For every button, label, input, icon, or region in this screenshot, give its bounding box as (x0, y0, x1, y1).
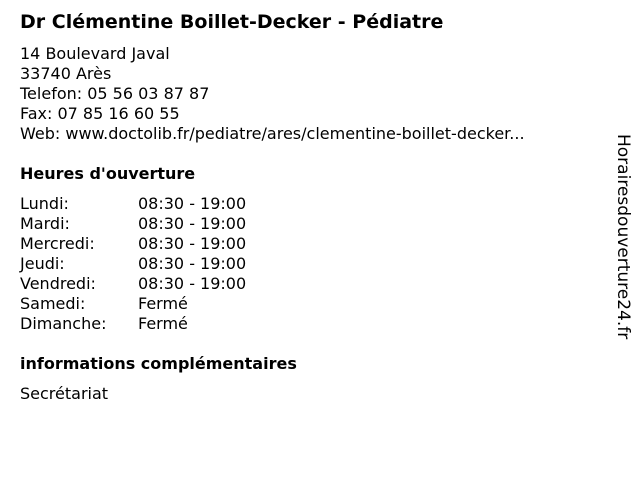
day-label: Dimanche: (20, 314, 107, 333)
hours-row-friday (20, 274, 246, 294)
additional-info-heading: informations complémentaires (20, 354, 297, 373)
opening-hours-heading: Heures d'ouverture (20, 164, 196, 183)
hours-value: Fermé (138, 294, 188, 313)
opening-hours-table (20, 194, 246, 334)
side-brand (612, 134, 634, 374)
hours-row-saturday (20, 294, 246, 314)
hours-row-sunday (20, 314, 246, 334)
address-block (20, 44, 525, 144)
additional-info-text: Secrétariat (20, 384, 109, 403)
hours-row-thursday (20, 254, 246, 274)
hours-row-tuesday (20, 214, 246, 234)
hours-value: 08:30 - 19:00 (138, 214, 247, 233)
website-link[interactable]: Web: www.doctolib.fr/pediatre/ares/clementine-boillet-decker... (20, 124, 525, 143)
hours-row-monday (20, 194, 246, 214)
side-brand-text: Horairesdouverture24.fr (613, 134, 633, 340)
street-address: 14 Boulevard Javal (20, 44, 170, 63)
hours-value: 08:30 - 19:00 (138, 194, 247, 213)
page-title: Dr Clémentine Boillet-Decker - Pédiatre (20, 11, 444, 33)
day-label: Mercredi: (20, 234, 95, 253)
day-label: Mardi: (20, 214, 70, 233)
day-label: Vendredi: (20, 274, 96, 293)
phone-number: Telefon: 05 56 03 87 87 (20, 84, 210, 103)
hours-row-wednesday (20, 234, 246, 254)
day-label: Samedi: (20, 294, 86, 313)
hours-value: 08:30 - 19:00 (138, 274, 247, 293)
hours-value: Fermé (138, 314, 188, 333)
fax-number: Fax: 07 85 16 60 55 (20, 104, 180, 123)
hours-value: 08:30 - 19:00 (138, 234, 247, 253)
hours-value: 08:30 - 19:00 (138, 254, 247, 273)
day-label: Lundi: (20, 194, 69, 213)
day-label: Jeudi: (20, 254, 65, 273)
city-address: 33740 Arès (20, 64, 112, 83)
